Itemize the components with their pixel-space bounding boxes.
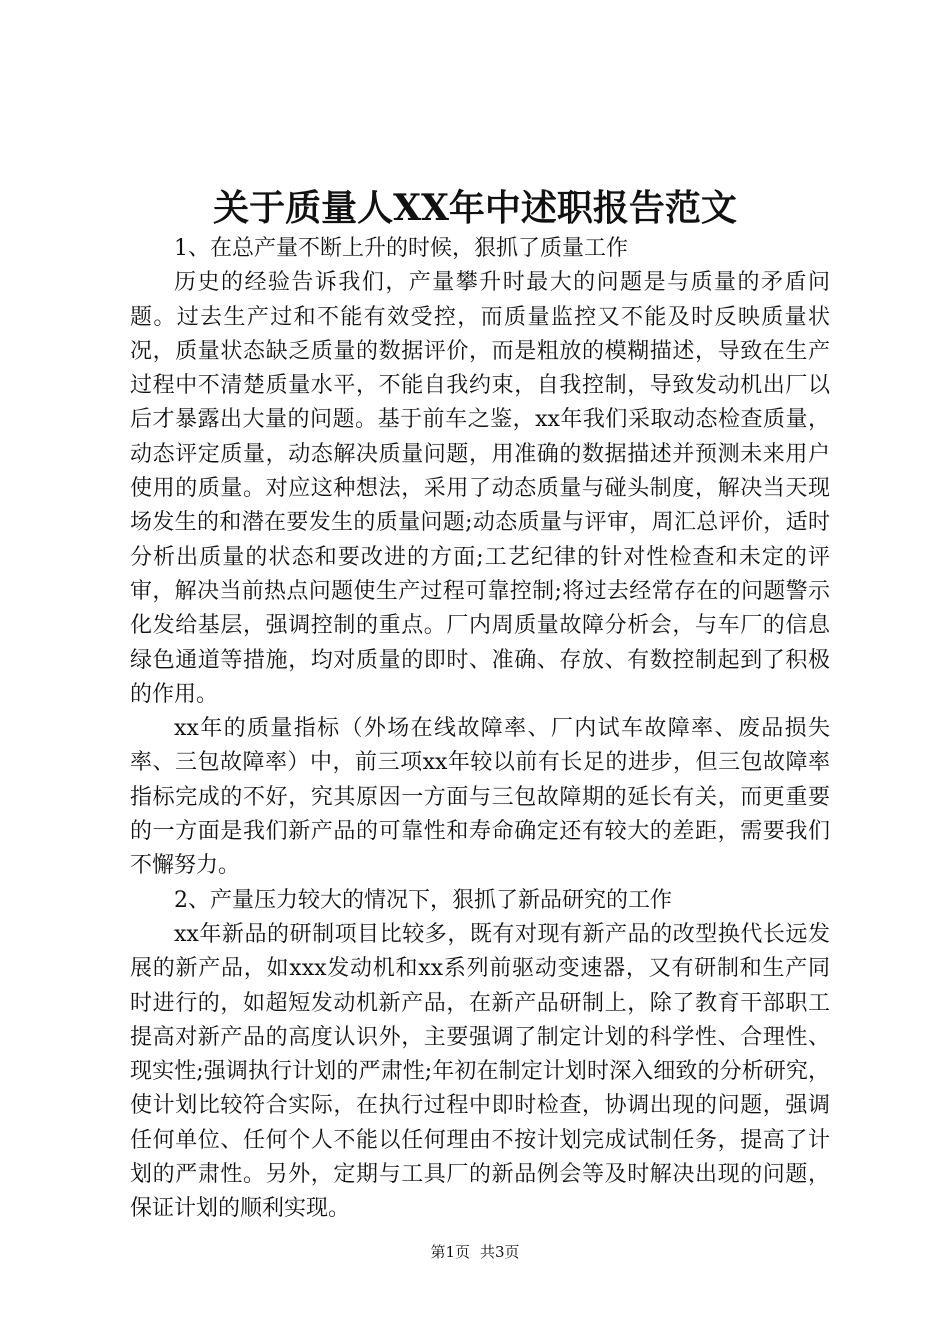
document-title: 关于质量人XX年中述职报告范文 bbox=[213, 187, 737, 229]
page-number: 第1页 bbox=[430, 1243, 470, 1261]
paragraph-new-product: xx年新品的研制项目比较多，既有对现有新产品的改型换代长远发展的新产品，如xxx发动机和xx系列前驱动变速器，又有研制和生产同时进行的，如超短发动机新产品，在新产品研制上，除了教育干部职工提高对新产品的高度认识外，主要强调了制定计划的科学性、合理性、现实性;强调执行计划的严肃性;年初在制定计划时深入细致的分析研究，使计划比较符合实际，在执行过程中即时检查，协调出现的问题，强调任何单位、任何个人不能以任何理由不按计划完成试制任务，提高了计划的严肃性。另外，定期与工具厂的新品例会等及时解决出现的问题，保证计划的顺利实现。 bbox=[130, 921, 830, 1222]
page-footer bbox=[0, 1240, 950, 1264]
paragraph-quality-indicators: xx年的质量指标（外场在线故障率、厂内试车故障率、废品损失率、三包故障率）中，前三项xx年较以前有长足的进步，但三包故障率指标完成的不好，究其原因一方面与三包故障期的延长有关，而更重要的一方面是我们新产品的可靠性和寿命确定还有较大的差距，需要我们不懈努力。 bbox=[130, 716, 830, 879]
paragraph-quality-history: 历史的经验告诉我们，产量攀升时最大的问题是与质量的矛盾问题。过去生产过和不能有效受控，而质量监控又不能及时反映质量状况，质量状态缺乏质量的数据评价，而是粗放的模糊描述，导致在生产过程中不清楚质量水平，不能自我约束，自我控制，导致发动机出厂以后才暴露出大量的问题。基于前车之鉴，xx年我们采取动态检查质量，动态评定质量，动态解决质量问题，用准确的数据描述并预测未来用户使用的质量。对应这种想法，采用了动态质量与碰头制度，解决当天现场发生的和潜在要发生的质量问题;动态质量与评审，周汇总评价，适时分析出质量的状态和要改进的方面;工艺纪律的针对性检查和未定的评审，解决当前热点问题使生产过程可靠控制;将过去经常存在的问题警示化发给基层，强调控制的重点。厂内周质量故障分析会，与车厂的信息绿色通道等措施，均对质量的即时、准确、存放、有数控制起到了积极的作用。 bbox=[130, 270, 830, 707]
page-total: 共3页 bbox=[480, 1243, 520, 1261]
section-heading-2: 2、产量压力较大的情况下，狠抓了新品研究的工作 bbox=[174, 887, 672, 913]
section-heading-1: 1、在总产量不断上升的时候，狠抓了质量工作 bbox=[174, 236, 628, 261]
document-body bbox=[130, 232, 830, 1227]
